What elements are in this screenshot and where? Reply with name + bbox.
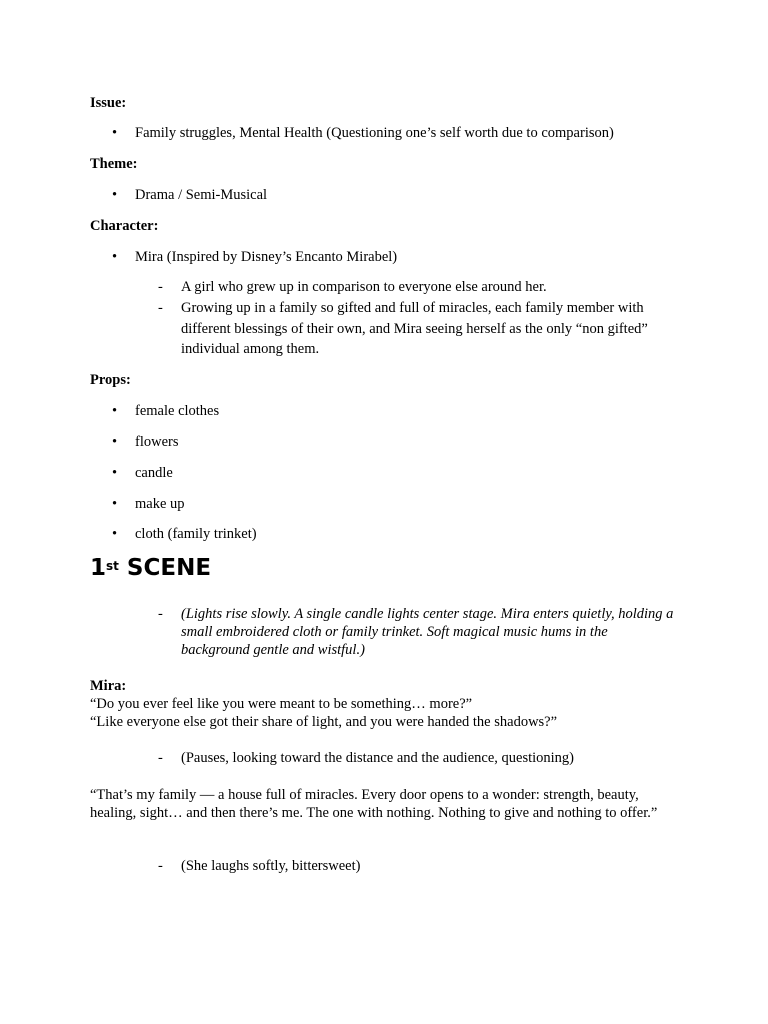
dialogue-line: “Do you ever feel like you were meant to be something… more?” [90, 696, 473, 712]
dialogue-paragraph: “That’s my family — a house full of miracles. Every door opens to a wonder: strength, beauty, healing, sight… and then there’s me. The one with nothing. Nothing to give and nothing to offer.” [90, 787, 658, 821]
issue-item: Family struggles, Mental Health (Questioning one’s self worth due to comparison) [135, 125, 614, 141]
dash-marker: - [158, 606, 163, 622]
prop-item: make up [135, 496, 185, 512]
theme-item: Drama / Semi-Musical [135, 187, 268, 203]
character-detail: A girl who grew up in comparison to everyone else around her. [181, 279, 547, 295]
props-heading: Props: [90, 372, 131, 388]
stage-direction: (She laughs softly, bittersweet) [181, 858, 361, 874]
bullet-marker: • [112, 434, 118, 450]
bullet-marker: • [112, 403, 118, 419]
theme-heading: Theme: [90, 156, 138, 172]
dash-marker: - [158, 858, 163, 874]
bullet-marker: • [112, 496, 118, 512]
bullet-marker: • [112, 465, 118, 481]
dash-marker: - [158, 750, 163, 766]
dialogue-line: “Like everyone else got their share of light, and you were handed the shadows?” [90, 714, 558, 730]
scene-ordinal: st [106, 559, 119, 573]
stage-direction: (Pauses, looking toward the distance and the audience, questioning) [181, 750, 575, 766]
scene-word: SCENE [126, 555, 212, 581]
bullet-marker: • [112, 125, 118, 141]
scene-number: 1 [90, 555, 107, 581]
character-heading: Character: [90, 218, 159, 234]
issue-heading: Issue: [90, 95, 127, 111]
dash-marker: - [158, 279, 163, 295]
bullet-marker: • [112, 249, 118, 265]
prop-item: female clothes [135, 403, 220, 419]
stage-direction: (Lights rise slowly. A single candle lights center stage. Mira enters quietly, holding a small embroidered cloth or family trinket. Soft magical music hums in the background gentle and wistful.) [181, 606, 674, 658]
prop-item: flowers [135, 434, 179, 450]
character-detail: Growing up in a family so gifted and full of miracles, each family member with different blessings of their own, and Mira seeing herself as the only “non gifted” individual among them. [181, 300, 648, 357]
scene-title [90, 553, 211, 583]
dash-marker: - [158, 300, 163, 316]
speaker-name: Mira: [90, 678, 127, 694]
bullet-marker: • [112, 526, 118, 542]
character-item: Mira (Inspired by Disney’s Encanto Mirabel) [135, 249, 398, 265]
prop-item: cloth (family trinket) [135, 526, 257, 542]
bullet-marker: • [112, 187, 118, 203]
prop-item: candle [135, 465, 173, 481]
